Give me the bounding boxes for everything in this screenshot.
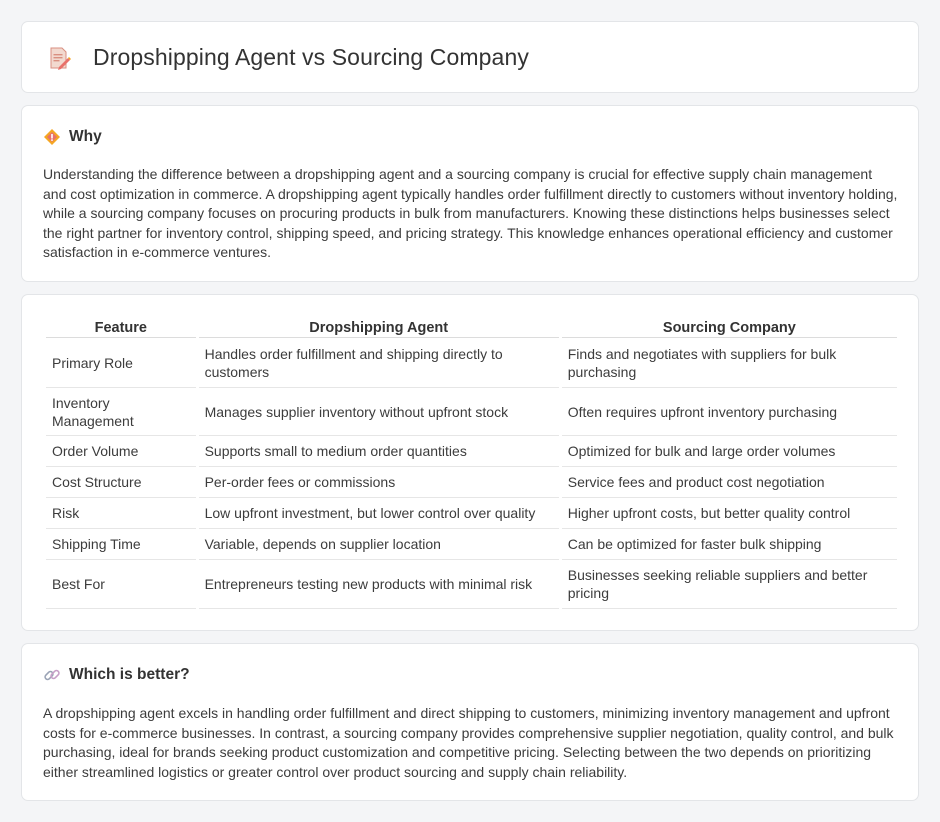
feature-cell: Risk (46, 498, 196, 529)
sourcing-cell: Higher upfront costs, but better quality control (562, 498, 897, 529)
feature-cell: Inventory Management (46, 388, 196, 436)
why-header (43, 128, 102, 146)
better-text: A dropshipping agent excels in handling order fulfillment and direct shipping to customers, minimizing inventory management and upfront costs for e-commerce businesses. In contrast, a sourcing company provides comprehensive supplier negotiation, quality control, and bulk purchasing, ideal for brands seeking product customization and competitive pricing. Selecting between the two depends on prioritizing either streamlined logistics or greater control over product sourcing and supply chain reliability. (43, 705, 894, 780)
agent-cell: Variable, depends on supplier location (199, 529, 559, 560)
better-heading: Which is better? (69, 666, 190, 683)
sourcing-cell: Service fees and product cost negotiation (562, 467, 897, 498)
agent-cell: Supports small to medium order quantities (199, 436, 559, 467)
feature-cell: Best For (46, 560, 196, 609)
column-header-sourcing-company: Sourcing Company (562, 317, 897, 338)
diamond-icon (43, 128, 61, 146)
table-row (46, 498, 897, 529)
comparison-table (43, 317, 900, 609)
better-header (43, 666, 190, 684)
table-header-row (46, 317, 897, 338)
feature-cell: Shipping Time (46, 529, 196, 560)
column-header-feature: Feature (46, 317, 196, 338)
sourcing-cell: Can be optimized for faster bulk shipping (562, 529, 897, 560)
agent-cell: Entrepreneurs testing new products with minimal risk (199, 560, 559, 609)
agent-cell: Per-order fees or commissions (199, 467, 559, 498)
agent-cell: Manages supplier inventory without upfront stock (199, 388, 559, 436)
table-row (46, 338, 897, 388)
title-card (21, 21, 919, 93)
sourcing-cell: Businesses seeking reliable suppliers and better pricing (562, 560, 897, 609)
table-row (46, 388, 897, 436)
table-row (46, 560, 897, 609)
sourcing-cell: Finds and negotiates with suppliers for bulk purchasing (562, 338, 897, 388)
table-row (46, 467, 897, 498)
title-row (47, 44, 529, 71)
agent-cell: Low upfront investment, but lower control over quality (199, 498, 559, 529)
link-icon (43, 666, 61, 684)
feature-cell: Cost Structure (46, 467, 196, 498)
column-header-dropshipping-agent: Dropshipping Agent (199, 317, 559, 338)
feature-cell: Primary Role (46, 338, 196, 388)
table-row (46, 436, 897, 467)
document-pencil-icon (47, 46, 71, 70)
sourcing-cell: Often requires upfront inventory purchasing (562, 388, 897, 436)
page-title: Dropshipping Agent vs Sourcing Company (93, 44, 529, 70)
why-text: Understanding the difference between a dropshipping agent and a sourcing company is crucial for effective supply chain management and cost optimization in commerce. A dropshipping agent typically handles order fulfillment directly to customers without inventory holding, while a sourcing company focuses on procuring products in bulk from manufacturers. Knowing these distinctions helps businesses select the right partner for inventory control, shipping speed, and pricing strategy. This knowledge enhances operational efficiency and customer satisfaction in e-commerce ventures. (43, 166, 898, 261)
which-is-better-section (21, 643, 919, 801)
why-section (21, 105, 919, 282)
feature-cell: Order Volume (46, 436, 196, 467)
why-heading: Why (69, 128, 102, 145)
comparison-section (21, 294, 919, 631)
table-row (46, 529, 897, 560)
sourcing-cell: Optimized for bulk and large order volumes (562, 436, 897, 467)
agent-cell: Handles order fulfillment and shipping directly to customers (199, 338, 559, 388)
